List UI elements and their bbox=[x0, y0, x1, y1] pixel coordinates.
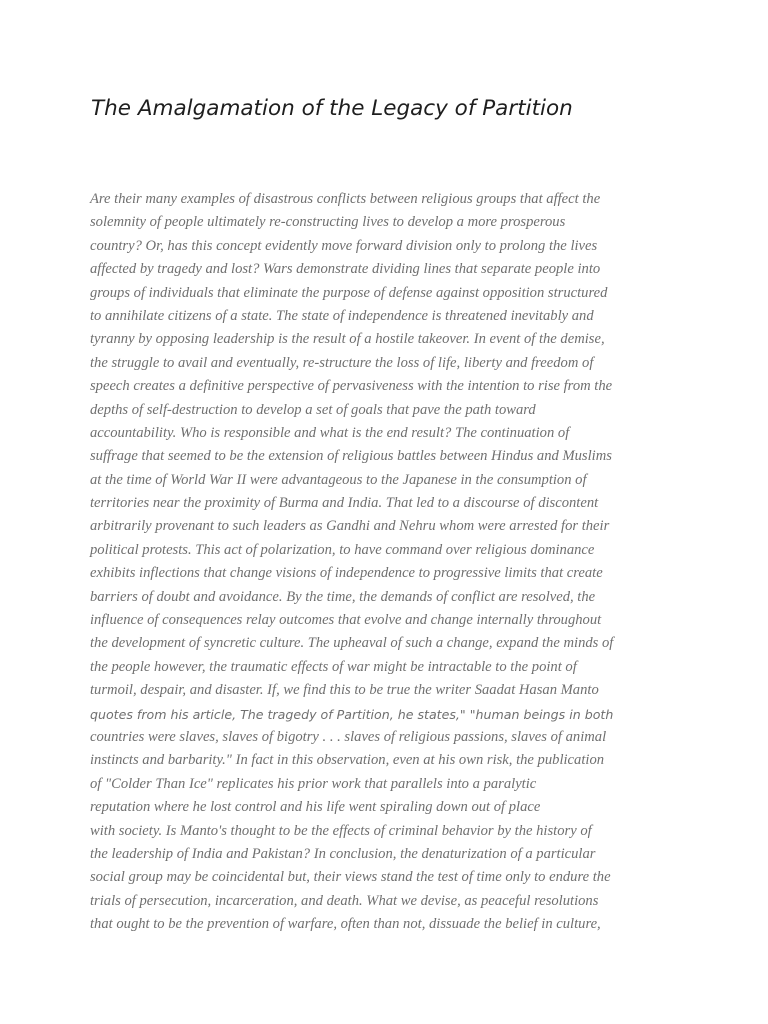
document-title: The Amalgamation of the Legacy of Partition bbox=[91, 96, 573, 121]
body-line: groups of individuals that eliminate the purpose of defense against opposition structured bbox=[90, 284, 608, 301]
body-line: barriers of doubt and avoidance. By the time, the demands of conflict are resolved, the bbox=[90, 588, 596, 605]
body-line: countries were slaves, slaves of bigotry . . . slaves of religious passions, slaves of animal bbox=[90, 728, 607, 745]
body-line: arbitrarily provenant to such leaders as Gandhi and Nehru whom were arrested for their bbox=[90, 518, 610, 535]
body-line: instincts and barbarity." In fact in this observation, even at his own risk, the publication bbox=[90, 752, 605, 769]
body-line: that ought to be the prevention of warfare, often than not, dissuade the belief in culture, bbox=[90, 916, 601, 933]
body-line: of "Colder Than Ice" replicates his prior work that parallels into a paralytic bbox=[90, 775, 537, 792]
body-line: suffrage that seemed to be the extension of religious battles between Hindus and Muslims bbox=[90, 448, 612, 465]
body-line-quote: quotes from his article, The tragedy of Partition, he states," "human beings in both bbox=[90, 706, 614, 722]
body-line: affected by tragedy and lost? Wars demonstrate dividing lines that separate people into bbox=[90, 261, 601, 278]
body-line: depths of self-destruction to develop a set of goals that pave the path toward bbox=[90, 401, 536, 418]
body-line: the development of syncretic culture. The upheaval of such a change, expand the minds of bbox=[90, 635, 614, 652]
body-line: the struggle to avail and eventually, re-structure the loss of life, liberty and freedom of bbox=[90, 354, 594, 371]
body-line: the leadership of India and Pakistan? In conclusion, the denaturization of a particular bbox=[90, 845, 596, 862]
body-line: trials of persecution, incarceration, and death. What we devise, as peaceful resolutions bbox=[90, 892, 599, 909]
body-line: reputation where he lost control and his life went spiraling down out of place bbox=[90, 799, 541, 816]
body-line: country? Or, has this concept evidently move forward division only to prolong the lives bbox=[90, 237, 598, 254]
body-line: accountability. Who is responsible and what is the end result? The continuation of bbox=[90, 424, 570, 441]
body-line: social group may be coincidental but, their views stand the test of time only to endure the bbox=[90, 869, 611, 886]
body-line: to annihilate citizens of a state. The state of independence is threatened inevitably and bbox=[90, 307, 594, 324]
body-line: political protests. This act of polarization, to have command over religious dominance bbox=[90, 541, 595, 558]
body-line: exhibits inflections that change visions of independence to progressive limits that create bbox=[90, 565, 603, 582]
document-body bbox=[90, 188, 690, 937]
body-line: speech creates a definitive perspective of pervasiveness with the intention to rise from the bbox=[90, 378, 613, 395]
body-line: influence of consequences relay outcomes that evolve and change internally throughout bbox=[90, 612, 602, 629]
body-line: territories near the proximity of Burma and India. That led to a discourse of discontent bbox=[90, 495, 599, 512]
body-line: the people however, the traumatic effects of war might be intractable to the point of bbox=[90, 658, 577, 675]
body-line: at the time of World War II were advantageous to the Japanese in the consumption of bbox=[90, 471, 587, 488]
body-line: tyranny by opposing leadership is the result of a hostile takeover. In event of the demise, bbox=[90, 331, 605, 348]
body-line: Are their many examples of disastrous conflicts between religious groups that affect the bbox=[90, 191, 601, 207]
body-line: turmoil, despair, and disaster. If, we find this to be true the writer Saadat Hasan Manto bbox=[90, 682, 599, 699]
body-line: solemnity of people ultimately re-constructing lives to develop a more prosperous bbox=[90, 214, 566, 231]
body-line: with society. Is Manto's thought to be the effects of criminal behavior by the history of bbox=[90, 822, 592, 839]
